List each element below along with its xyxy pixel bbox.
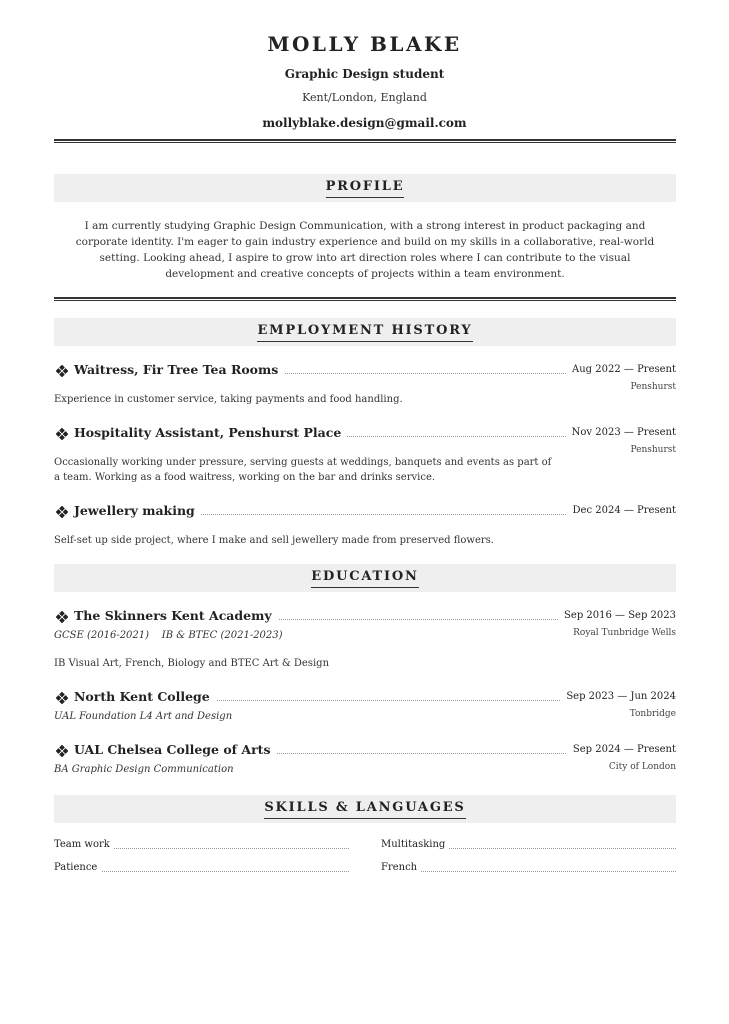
- entry-date: Sep 2023 — Jun 2024: [560, 691, 676, 702]
- skill-name: French: [381, 862, 421, 873]
- candidate-name: MOLLY BLAKE: [267, 32, 462, 56]
- dotted-leader: [381, 871, 676, 872]
- skill-item: [381, 862, 676, 876]
- diamond-cluster-icon: [56, 611, 68, 623]
- profile-text: I am currently studying Graphic Design Communication, with a strong interest in product packaging and corporate identity. I'm eager to gain industry experience and build on my skills in a collaborative, real-world setting. Looking ahead, I aspire to grow into art direction roles where I can contribute to the visual development and creative concepts of projects within a team environment.: [75, 220, 655, 280]
- employment-entry: [54, 425, 676, 483]
- entry-description: Self-set up side project, where I make and sell jewellery made from preserved flowers.: [54, 535, 494, 546]
- entry-description: Occasionally working under pressure, serving guests at weddings, banquets and events as part of a team. Working as a food waitress, working on the bar and drinks service.: [54, 457, 552, 483]
- profile-section-title: PROFILE: [326, 180, 405, 198]
- education-entry: [54, 742, 676, 775]
- entry-title: UAL Chelsea College of Arts: [74, 742, 276, 757]
- skills-section-header: [54, 795, 676, 823]
- diamond-cluster-icon: [56, 692, 68, 704]
- employment-entry: [54, 362, 676, 405]
- employment-entry: [54, 503, 676, 546]
- header-divider: [54, 139, 676, 143]
- entry-title: Hospitality Assistant, Penshurst Place: [74, 425, 347, 440]
- entry-title: Waitress, Fir Tree Tea Rooms: [74, 362, 284, 377]
- skills-section-title: SKILLS & LANGUAGES: [264, 801, 465, 819]
- skill-item: [381, 839, 676, 853]
- entry-date: Sep 2016 — Sep 2023: [558, 610, 676, 621]
- entry-title: The Skinners Kent Academy: [74, 608, 278, 623]
- entry-date: Dec 2024 — Present: [567, 505, 676, 516]
- entry-date: Aug 2022 — Present: [566, 364, 676, 375]
- diamond-cluster-icon: [56, 745, 68, 757]
- profile-section-header: [54, 174, 676, 202]
- skill-name: Multitasking: [381, 839, 449, 850]
- diamond-cluster-icon: [56, 506, 68, 518]
- candidate-email[interactable]: mollyblake.design@gmail.com: [262, 116, 467, 130]
- entry-city: Penshurst: [630, 382, 676, 392]
- skill-item: [54, 862, 349, 876]
- entry-date: Nov 2023 — Present: [566, 427, 676, 438]
- diamond-cluster-icon: [56, 365, 68, 377]
- candidate-location: Kent/London, England: [302, 91, 427, 104]
- entry-city: City of London: [608, 762, 676, 772]
- skill-name: Team work: [54, 839, 114, 850]
- entry-city: Tonbridge: [629, 709, 676, 719]
- entry-description: IB Visual Art, French, Biology and BTEC Art & Design: [54, 658, 330, 669]
- education-entry: [54, 689, 676, 722]
- entry-subtitle: BA Graphic Design Communication: [54, 764, 234, 775]
- skill-name: Patience: [54, 862, 101, 873]
- entry-title: North Kent College: [74, 689, 216, 704]
- profile-divider: [54, 297, 676, 301]
- entry-subtitle: UAL Foundation L4 Art and Design: [54, 711, 233, 722]
- education-section-title: EDUCATION: [311, 570, 418, 588]
- diamond-cluster-icon: [56, 428, 68, 440]
- employment-section-title: EMPLOYMENT HISTORY: [257, 324, 472, 342]
- entry-subtitle: GCSE (2016-2021) IB & BTEC (2021-2023): [54, 630, 283, 641]
- skill-item: [54, 839, 349, 853]
- candidate-subtitle: Graphic Design student: [284, 67, 445, 81]
- entry-city: Penshurst: [630, 445, 676, 455]
- education-entry: [54, 608, 676, 669]
- entry-description: Experience in customer service, taking payments and food handling.: [54, 394, 403, 405]
- employment-section-header: [54, 318, 676, 346]
- education-section-header: [54, 564, 676, 592]
- entry-date: Sep 2024 — Present: [567, 744, 676, 755]
- entry-city: Royal Tunbridge Wells: [573, 628, 676, 638]
- entry-title: Jewellery making: [74, 503, 201, 518]
